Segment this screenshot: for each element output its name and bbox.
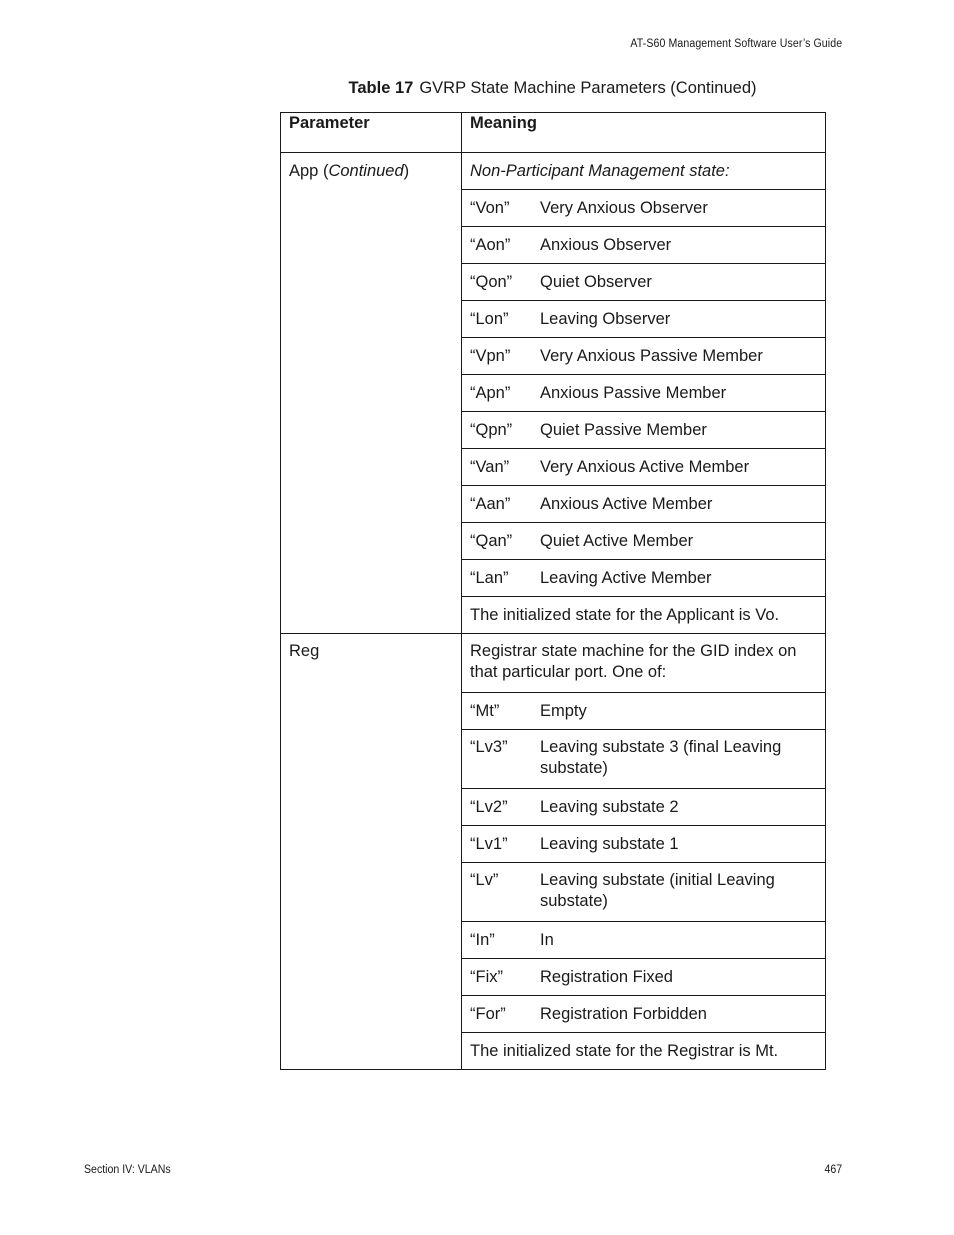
state-code: “Aan”: [470, 495, 511, 513]
table-caption-label: Table 17: [348, 79, 414, 97]
table-caption: [280, 79, 825, 98]
state-desc: Registration Forbidden: [540, 1005, 707, 1023]
state-code: “Von”: [470, 199, 510, 217]
state-code: “Lv”: [470, 871, 499, 889]
state-code: “Qan”: [470, 532, 513, 550]
state-code: “Lv1”: [470, 835, 508, 853]
state-code: “Qon”: [470, 273, 513, 291]
table-caption-title: GVRP State Machine Parameters (Continued): [419, 79, 757, 97]
state-code: “Lv2”: [470, 798, 508, 816]
reg-intro: Registrar state machine for the GID index on that particular port. One of:: [462, 634, 826, 693]
running-header: AT-S60 Management Software User’s Guide: [630, 38, 842, 50]
state-code: “In”: [470, 931, 495, 949]
state-desc: Very Anxious Passive Member: [540, 347, 763, 365]
state-desc: Leaving Active Member: [540, 569, 712, 587]
state-code: “Mt”: [470, 702, 500, 720]
column-header-meaning: Meaning: [462, 113, 826, 153]
state-desc: Leaving substate 2: [540, 798, 679, 816]
state-desc: Registration Fixed: [540, 968, 673, 986]
app-intro: Non-Participant Management state:: [462, 153, 826, 190]
footer-section: Section IV: VLANs: [84, 1164, 171, 1176]
state-desc: Anxious Observer: [540, 236, 672, 254]
state-code: “Lv3”: [470, 738, 508, 756]
table-row: [281, 634, 826, 693]
state-code: “Apn”: [470, 384, 511, 402]
state-code: “Aon”: [470, 236, 511, 254]
state-desc: Leaving Observer: [540, 310, 671, 328]
reg-note: The initialized state for the Registrar is Mt.: [462, 1033, 826, 1070]
state-code: “Lan”: [470, 569, 509, 587]
state-code: “Qpn”: [470, 421, 513, 439]
gvrp-parameters-table: [280, 112, 826, 1070]
state-desc: In: [540, 931, 554, 949]
table-row: [281, 153, 826, 190]
state-desc: Quiet Active Member: [540, 532, 694, 550]
state-desc: Leaving substate 3 (final Leaving substate): [540, 738, 782, 777]
state-code: “Lon”: [470, 310, 509, 328]
state-code: “Vpn”: [470, 347, 511, 365]
param-reg: Reg: [281, 634, 462, 1070]
app-note: The initialized state for the Applicant is Vo.: [462, 597, 826, 634]
state-desc: Quiet Passive Member: [540, 421, 707, 439]
column-header-parameter: Parameter: [281, 113, 462, 153]
state-code: “Van”: [470, 458, 510, 476]
table-header-row: [281, 113, 826, 153]
state-desc: Empty: [540, 702, 587, 720]
footer-page-number: 467: [824, 1164, 842, 1176]
state-code: “For”: [470, 1005, 506, 1023]
state-desc: Very Anxious Active Member: [540, 458, 750, 476]
state-desc: Anxious Active Member: [540, 495, 713, 513]
state-desc: Very Anxious Observer: [540, 199, 708, 217]
param-app: App (Continued): [281, 153, 462, 634]
state-desc: Leaving substate (initial Leaving substate): [540, 871, 775, 910]
state-desc: Quiet Observer: [540, 273, 652, 291]
state-code: “Fix”: [470, 968, 503, 986]
state-desc: Leaving substate 1: [540, 835, 679, 853]
state-desc: Anxious Passive Member: [540, 384, 727, 402]
